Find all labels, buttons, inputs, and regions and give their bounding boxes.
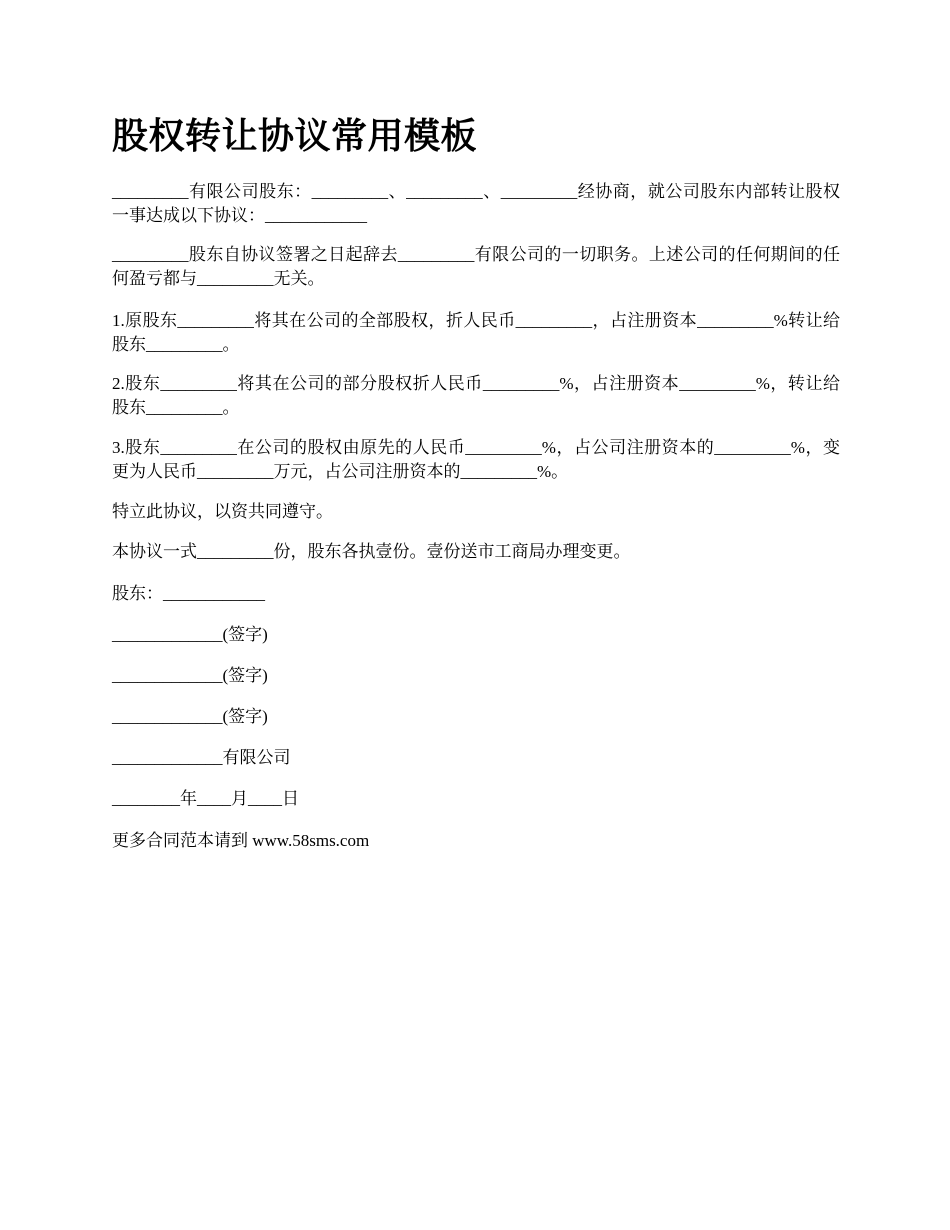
shareholder-line: 股东：____________	[112, 584, 265, 603]
signature-line: _____________(签字)	[112, 625, 268, 644]
clause-2-paragraph: 2.股东_________将其在公司的部分股权折人民币_________%，占注册资本_________%，转让给股东_________。	[112, 374, 840, 417]
signature-line: _____________(签字)	[112, 666, 268, 685]
date-line: ________年____月____日	[112, 789, 299, 808]
document-title: 股权转让协议常用模板	[112, 116, 478, 156]
intro-paragraph: _________有限公司股东：_________、_________、_________经协商，就公司股东内部转让股权一事达成以下协议：____________	[112, 182, 840, 225]
copies-statement: 本协议一式_________份，股东各执壹份。壹份送市工商局办理变更。	[112, 542, 631, 561]
footer-note: 更多合同范本请到 www.58sms.com	[112, 831, 370, 850]
resignation-paragraph: _________股东自协议签署之日起辞去_________有限公司的一切职务。上述公司的任何期间的任何盈亏都与_________无关。	[112, 245, 840, 288]
signature-line: _____________(签字)	[112, 707, 268, 726]
company-line: _____________有限公司	[112, 748, 291, 767]
clause-3-paragraph: 3.股东_________在公司的股权由原先的人民币_________%，占公司注册资本的_________%，变更为人民币_________万元，占公司注册资本的_________%。	[112, 438, 840, 481]
clause-1-paragraph: 1.原股东_________将其在公司的全部股权，折人民币_________，占注册资本_________%转让给股东_________。	[112, 311, 840, 354]
agreement-statement: 特立此协议，以资共同遵守。	[112, 502, 333, 521]
